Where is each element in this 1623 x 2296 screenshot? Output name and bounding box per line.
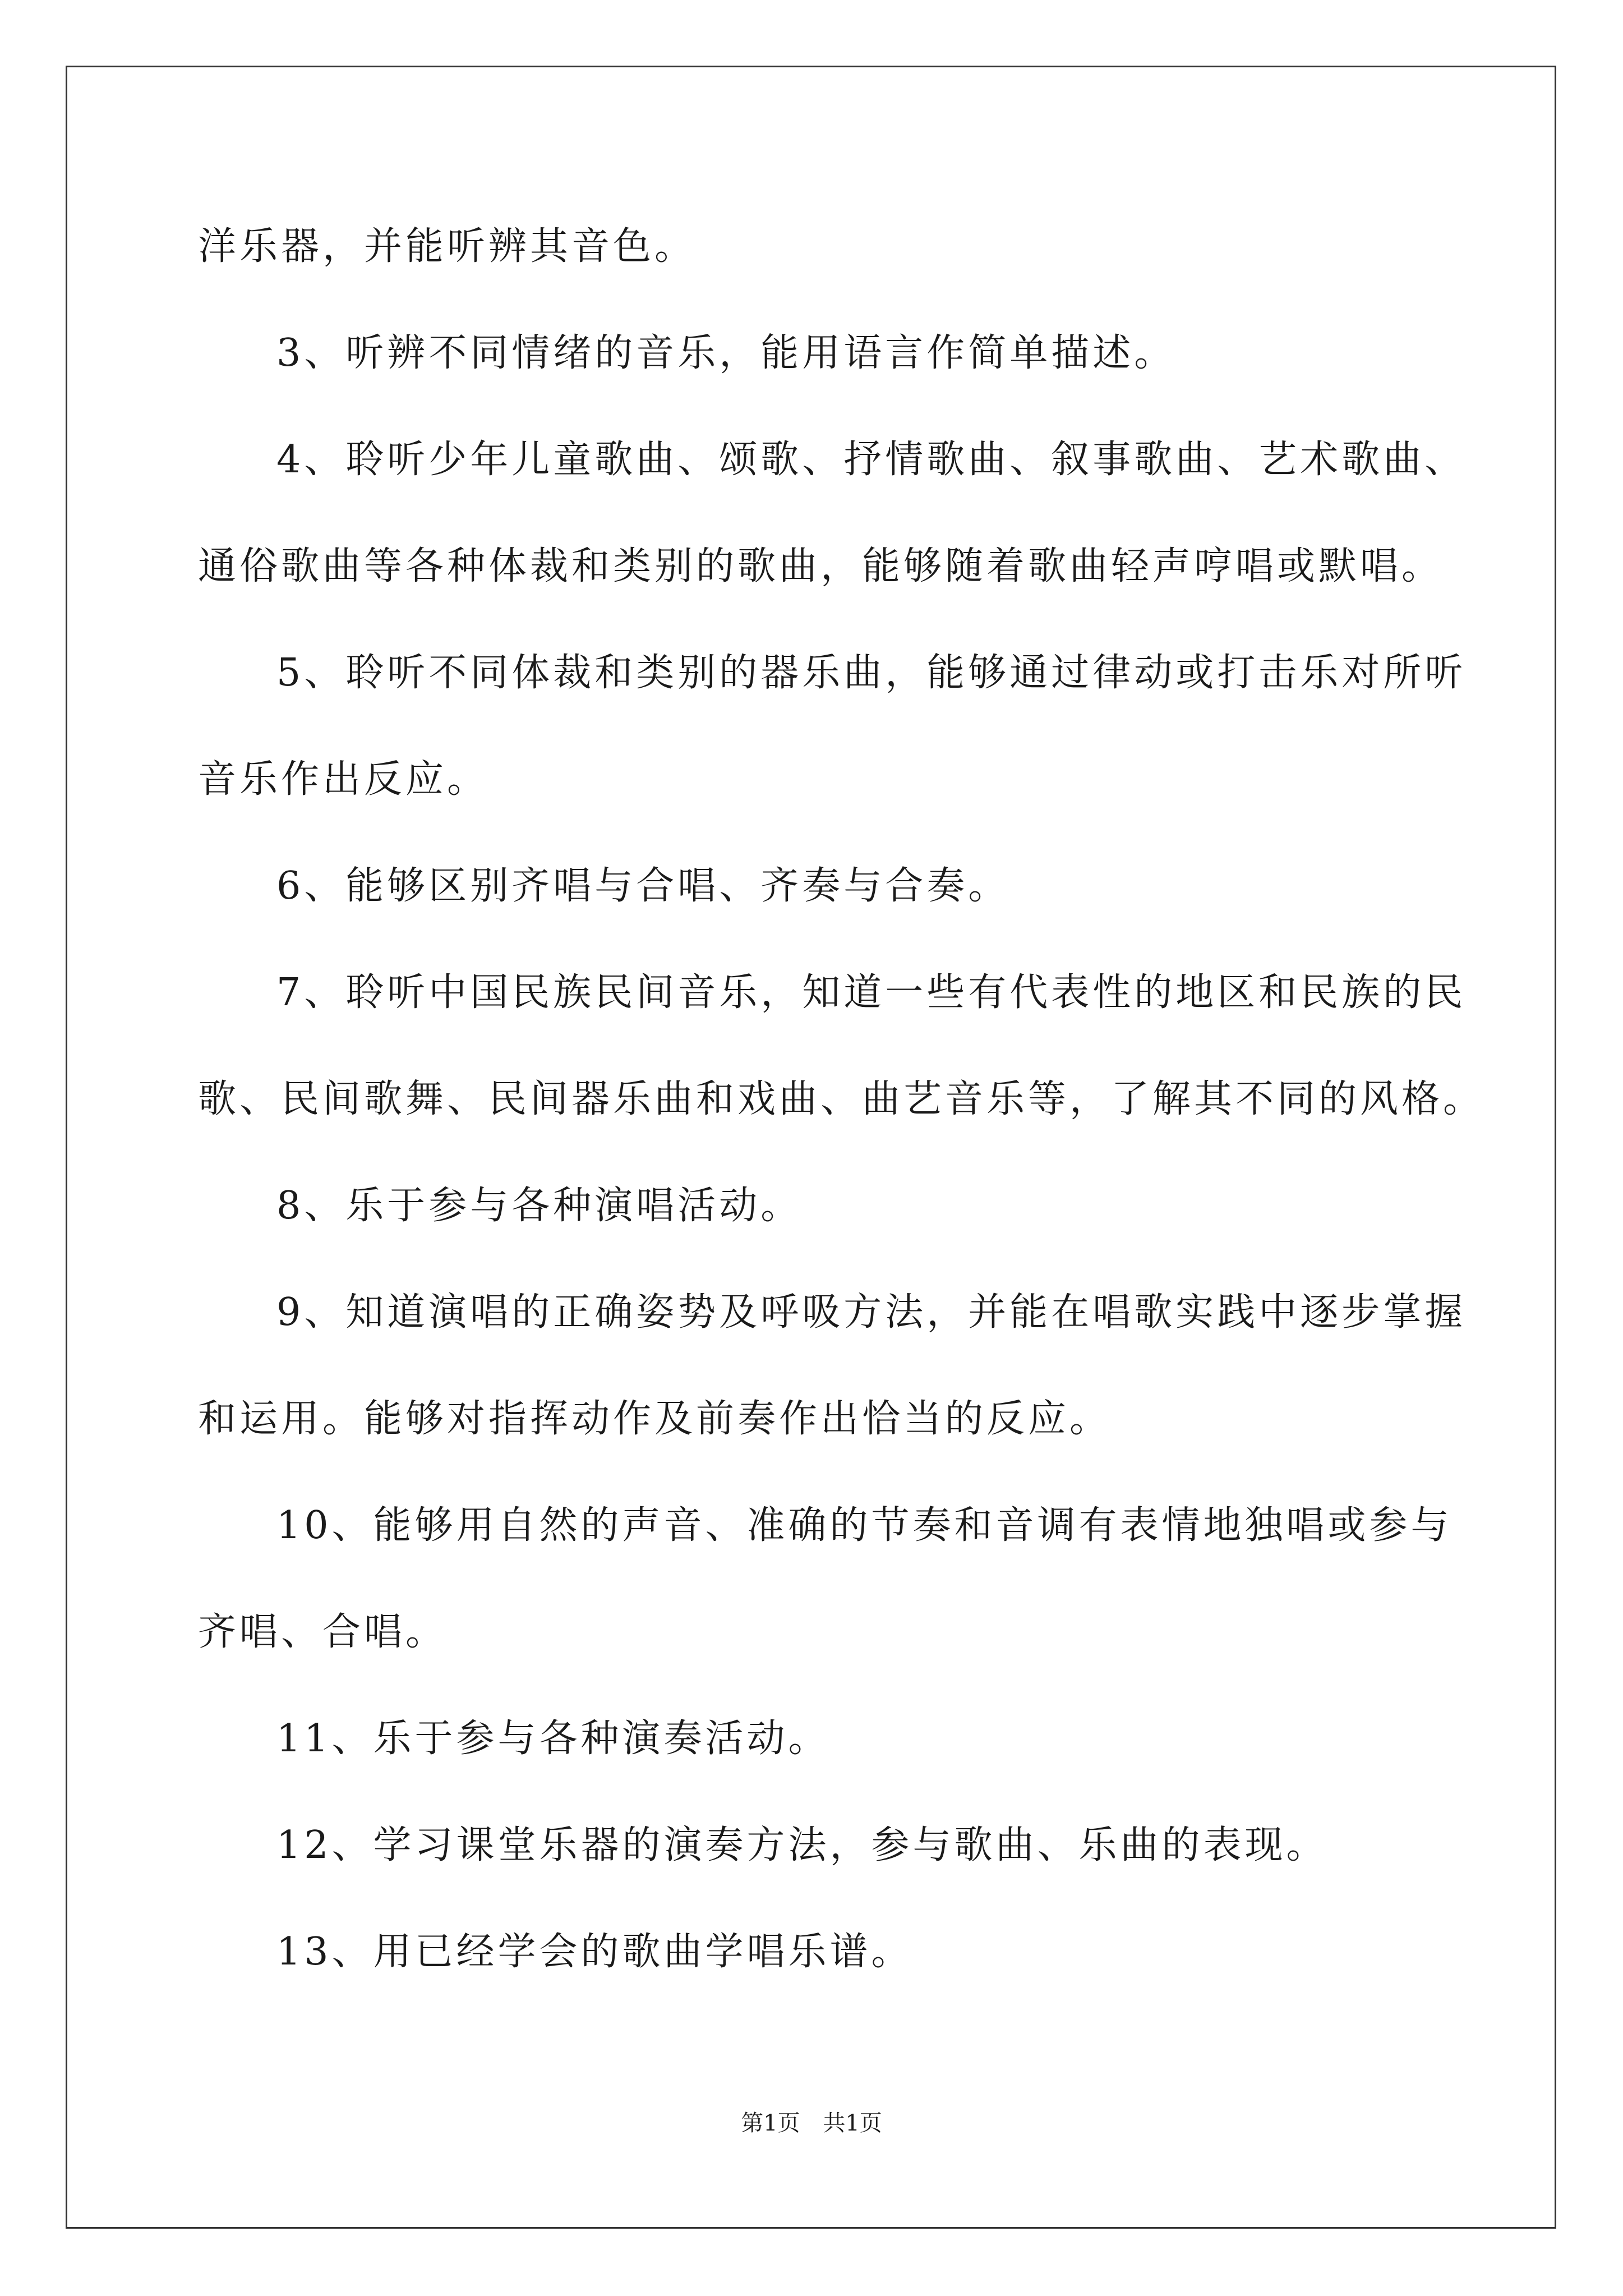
text-line: 音乐作出反应。	[198, 757, 489, 802]
text-line: 和运用。能够对指挥动作及前奏作出恰当的反应。	[198, 1397, 1112, 1441]
text-line: 洋乐器，并能听辨其音色。	[198, 224, 697, 269]
text-line: 9、知道演唱的正确姿势及呼吸方法，并能在唱歌实践中逐步掌握	[276, 1290, 1467, 1335]
text-line: 6、能够区别齐唱与合唱、齐奏与合奏。	[276, 864, 1010, 908]
text-line: 12、学习课堂乐器的演奏方法，参与歌曲、乐曲的表现。	[276, 1823, 1328, 1867]
page-footer	[0, 2109, 1623, 2137]
text-line: 5、聆听不同体裁和类别的器乐曲，能够通过律动或打击乐对所听	[276, 651, 1467, 695]
page-total: 共1页	[823, 2110, 882, 2136]
text-line: 11、乐于参与各种演奏活动。	[276, 1717, 830, 1761]
text-line: 8、乐于参与各种演唱活动。	[276, 1184, 803, 1228]
page-border	[66, 66, 1556, 2229]
text-line: 3、听辨不同情绪的音乐，能用语言作简单描述。	[276, 331, 1176, 375]
text-line: 4、聆听少年儿童歌曲、颂歌、抒情歌曲、叙事歌曲、艺术歌曲、	[276, 438, 1467, 482]
text-line: 13、用已经学会的歌曲学唱乐谱。	[276, 1930, 913, 1974]
text-line: 10、能够用自然的声音、准确的节奏和音调有表情地独唱或参与	[276, 1503, 1453, 1548]
text-line: 齐唱、合唱。	[198, 1610, 448, 1654]
text-line: 7、聆听中国民族民间音乐，知道一些有代表性的地区和民族的民	[276, 970, 1467, 1015]
text-line: 歌、民间歌舞、民间器乐曲和戏曲、曲艺音乐等，了解其不同的风格。	[198, 1077, 1485, 1121]
page-number: 第1页	[741, 2110, 800, 2136]
text-line: 通俗歌曲等各种体裁和类别的歌曲，能够随着歌曲轻声哼唱或默唱。	[198, 544, 1444, 588]
